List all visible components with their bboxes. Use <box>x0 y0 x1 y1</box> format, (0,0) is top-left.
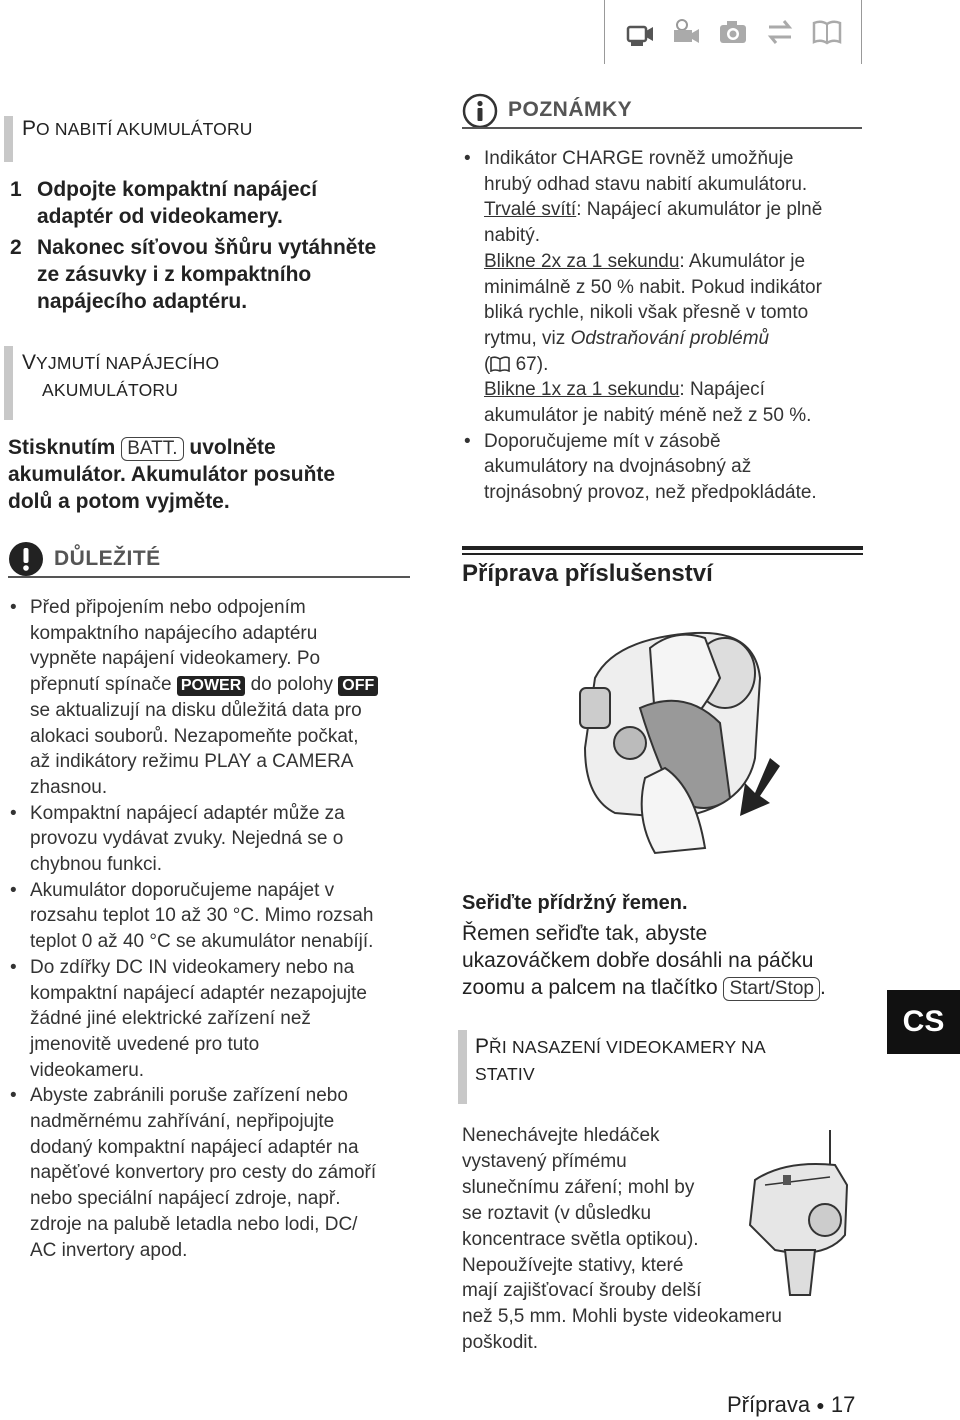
info-icon <box>462 93 498 129</box>
notes-title: POZNÁMKY <box>508 98 633 121</box>
important-rule <box>8 576 410 578</box>
section-bar <box>4 346 13 420</box>
list-item: • Kompaktní napájecí adaptér může za provozu vydávat zvuky. Nejedná se o chybnou funkci. <box>8 801 418 878</box>
important-title: DŮLEŽITÉ <box>54 547 161 570</box>
start-stop-button-label: Start/Stop <box>723 977 820 1001</box>
list-item: • Doporučujeme mít v zásobě akumulátory na dvojnásobný až trojnásobný provoz, než předpokládáte. <box>462 429 882 506</box>
notes-rule <box>462 127 862 129</box>
tripod-mount-illustration <box>735 1125 860 1300</box>
heading-rule-thick <box>462 546 863 550</box>
section-title-charging: PO NABITÍ AKUMULÁTORU <box>22 117 253 140</box>
off-position-label: OFF <box>338 676 378 696</box>
grip-text: Řemen seřiďte tak, abyste ukazováčkem dobře dosáhli na páčku zoomu a palcem na tlačítko Start/Stop . <box>462 922 826 999</box>
important-list <box>8 595 418 1263</box>
language-tab: CS <box>887 990 960 1054</box>
batt-button-label: BATT. <box>121 437 183 461</box>
list-item: • Před připojením nebo odpojením kompaktního napájecího adaptéru vypněte napájení videokamery. Po přepnutí spínače POWER do polohy OFF se aktualizují na disku důležitá data pro alokaci souborů. Nezapomeňte počkat, až indikátory režimu PLAY a CAMERA zhasnou. <box>8 595 418 801</box>
section-title-remove-battery: VYJMUTÍ NAPÁJECÍHO AKUMULÁTORU <box>22 351 220 400</box>
transfer-icon <box>763 15 797 49</box>
section-bar <box>4 116 13 162</box>
section-bar <box>458 1030 467 1104</box>
handcam-icon <box>622 15 656 49</box>
camera-movie-icon <box>669 15 703 49</box>
power-switch-label: POWER <box>177 676 245 696</box>
grip-title: Seřiďte přídržný řemen. <box>462 892 688 914</box>
section-title-tripod: PŘI NASAZENÍ VIDEOKAMERY NA STATIV <box>475 1035 766 1084</box>
book-icon <box>810 15 844 49</box>
remove-battery-text: Stisknutím BATT. uvolněte akumulátor. Akumulátor posuňte dolů a potom vyjměte. <box>8 436 336 513</box>
list-item: • Akumulátor doporučujeme napájet v rozsahu teplot 10 až 30 °C. Mimo rozsah teplot 0 až 40 °C se akumulátor nenabíjí. <box>8 878 418 955</box>
notes-list <box>462 146 882 506</box>
tripod-text: Nenechávejte hledáček vystavený přímému slunečnímu záření; mohl by se roztavit (v důsledku koncentrace světla optikou). Nepoužívejte stativy, které mají zajišťovací šrouby delší než 5,5 mm. Mohli byste videokameru poškodit. <box>462 1125 782 1354</box>
list-item: • Abyste zabránili poruše zařízení nebo nadměrnému zahřívání, nepřipojujte dodaný kompaktní napájecí adaptér na napěťové konvertory pro cesty do zámoří nebo speciální napájecí zdroje, např. zdroje na palubě letadla nebo lodi, DC/ AC invertory apod. <box>8 1083 418 1263</box>
mode-icon-strip <box>604 0 862 64</box>
page-heading: Příprava příslušenství <box>462 560 713 587</box>
warning-icon <box>8 541 44 577</box>
book-icon <box>490 356 510 372</box>
step-2: 2 Nakonec síťovou šňůru vytáhněte ze zásuvky i z kompaktního napájecího adaptéru. <box>10 236 377 313</box>
heading-rule-thin <box>462 553 863 555</box>
step-1: 1 Odpojte kompaktní napájecí adaptér od videokamery. <box>10 178 318 228</box>
list-item: • Indikátor CHARGE rovněž umožňuje hrubý odhad stavu nabití akumulátoru. Trvalé svítí: Napájecí akumulátor je plně nabitý. Blikne 2x za 1 sekundu: Akumulátor je minimálně z 50 % nabit. Pokud indikátor bliká rychle, nikoli však přesně v tomto rytmu, viz Odstraňování problémů ( 67). Blikne 1x za 1 sekundu: Napájecí akumulátor je nabitý méně než z 50 %. <box>462 146 882 429</box>
still-camera-icon <box>716 15 750 49</box>
page-footer: Příprava ● 17 <box>727 1392 856 1417</box>
list-item: • Do zdířky DC IN videokamery nebo na kompaktní napájecí adaptér nezapojujte žádné jiné elektrické zařízení než jmenovitě uvedené pro tuto videokameru. <box>8 955 418 1084</box>
grip-belt-illustration <box>555 618 805 858</box>
